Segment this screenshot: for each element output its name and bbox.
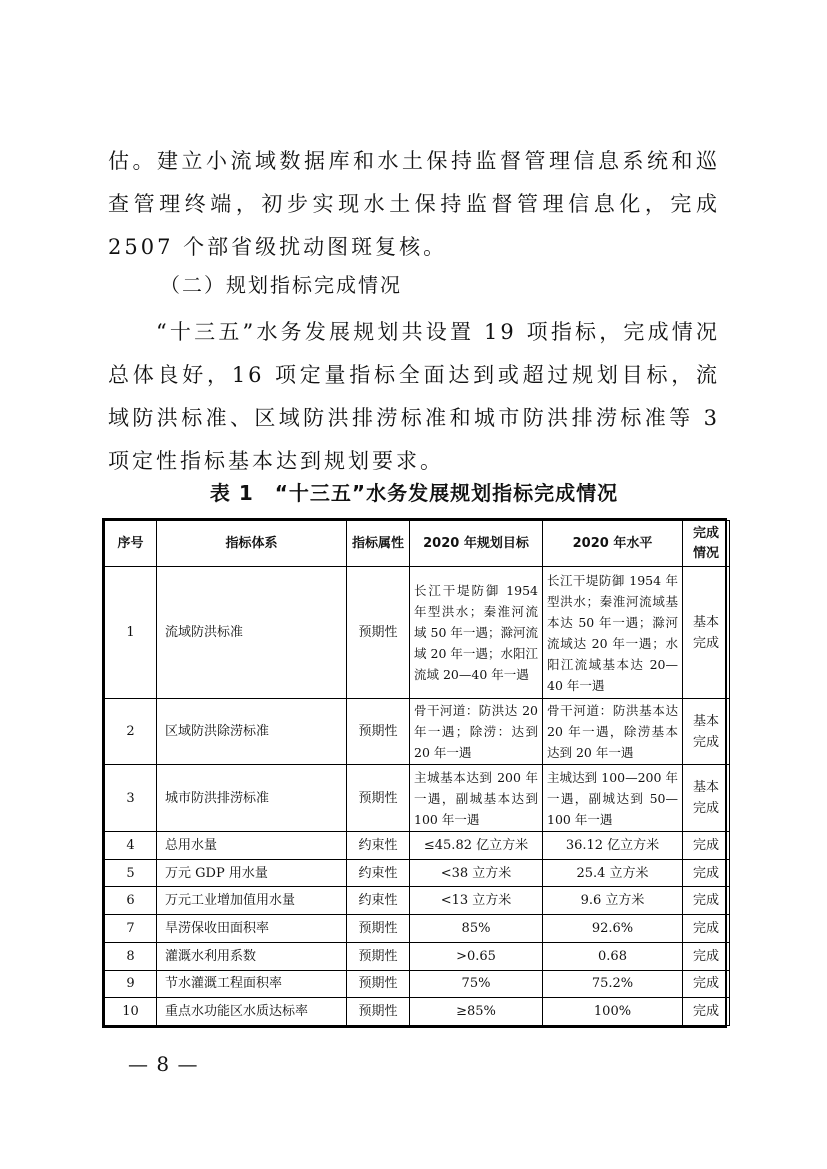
cell-target: ≤45.82 亿立方米 [410,832,543,860]
header-attribute: 指标属性 [347,521,410,567]
table-row [105,998,730,1026]
cell-status: 完成 [683,887,730,915]
table-row [105,699,730,765]
cell-level: 主城达到 100—200 年一遇，副城达到 50—100 年一遇 [543,765,683,832]
cell-attribute: 预期性 [347,970,410,998]
cell-attribute: 约束性 [347,832,410,860]
cell-level: 骨干河道：防洪基本达 20 年一遇，除涝基本达到 20 年一遇 [543,699,683,765]
cell-status: 基本完成 [683,765,730,832]
cell-status: 完成 [683,859,730,887]
cell-level: 92.6% [543,915,683,943]
cell-index: 7 [105,915,157,943]
cell-index: 5 [105,859,157,887]
cell-status: 基本完成 [683,567,730,699]
cell-target: 主城基本达到 200 年一遇，副城基本达到 100 年一遇 [410,765,543,832]
cell-target: <38 立方米 [410,859,543,887]
cell-indicator: 重点水功能区水质达标率 [157,998,347,1026]
table-row [105,859,730,887]
cell-attribute: 预期性 [347,699,410,765]
cell-attribute: 预期性 [347,915,410,943]
cell-indicator: 旱涝保收田面积率 [157,915,347,943]
cell-status: 基本完成 [683,699,730,765]
cell-status: 完成 [683,942,730,970]
table-caption: 表 1 “十三五”水务发展规划指标完成情况 [209,481,619,505]
cell-index: 4 [105,832,157,860]
cell-status: 完成 [683,970,730,998]
table-row [105,887,730,915]
cell-index: 10 [105,998,157,1026]
cell-status: 完成 [683,832,730,860]
cell-index: 9 [105,970,157,998]
table-row [105,915,730,943]
header-level: 2020 年水平 [543,521,683,567]
cell-target: ≥85% [410,998,543,1026]
cell-indicator: 节水灌溉工程面积率 [157,970,347,998]
cell-indicator: 区域防洪除涝标准 [157,699,347,765]
cell-index: 2 [105,699,157,765]
cell-target: >0.65 [410,942,543,970]
cell-target: <13 立方米 [410,887,543,915]
cell-attribute: 预期性 [347,998,410,1026]
table-header-row [105,521,730,567]
cell-indicator: 万元 GDP 用水量 [157,859,347,887]
cell-status: 完成 [683,998,730,1026]
header-target: 2020 年规划目标 [410,521,543,567]
body-paragraph-1: 估。建立小流域数据库和水土保持监督管理信息系统和巡查管理终端，初步实现水土保持监督管理信息化，完成 2507 个部省级扰动图斑复核。 [108,149,720,259]
cell-attribute: 约束性 [347,887,410,915]
page-number: — 8 — [128,1052,199,1076]
table-row [105,832,730,860]
cell-indicator: 城市防洪排涝标准 [157,765,347,832]
cell-indicator: 灌溉水利用系数 [157,942,347,970]
cell-level: 9.6 立方米 [543,887,683,915]
indicator-table [102,518,727,1028]
table-row [105,567,730,699]
table-row [105,765,730,832]
table-row [105,970,730,998]
cell-target: 75% [410,970,543,998]
cell-indicator: 总用水量 [157,832,347,860]
body-paragraph-2: “十三五”水务发展规划共设置 19 项指标，完成情况总体良好，16 项定量指标全面达到或超过规划目标，流域防洪标准、区域防洪排涝标准和城市防洪排涝标准等 3 项定性指标基本达到规划要求。 [108,320,720,473]
cell-level: 25.4 立方米 [543,859,683,887]
cell-indicator: 万元工业增加值用水量 [157,887,347,915]
header-index: 序号 [105,521,157,567]
cell-attribute: 预期性 [347,765,410,832]
cell-target: 骨干河道：防洪达 20 年一遇；除涝：达到 20 年一遇 [410,699,543,765]
header-status: 完成情况 [683,521,730,567]
cell-index: 6 [105,887,157,915]
header-indicator: 指标体系 [157,521,347,567]
cell-level: 75.2% [543,970,683,998]
cell-level: 长江干堤防御 1954 年型洪水；秦淮河流域基本达 50 年一遇；滁河流域达 20 年一遇；水阳江流域基本达 20—40 年一遇 [543,567,683,699]
cell-index: 3 [105,765,157,832]
cell-target: 长江干堤防御 1954 年型洪水；秦淮河流域 50 年一遇；滁河流域 20 年一遇；水阳江流域 20—40 年一遇 [410,567,543,699]
cell-index: 8 [105,942,157,970]
cell-target: 85% [410,915,543,943]
cell-attribute: 预期性 [347,567,410,699]
cell-level: 0.68 [543,942,683,970]
cell-indicator: 流域防洪标准 [157,567,347,699]
section-heading: （二）规划指标完成情况 [160,273,402,297]
cell-level: 36.12 亿立方米 [543,832,683,860]
cell-status: 完成 [683,915,730,943]
cell-attribute: 约束性 [347,859,410,887]
table-row [105,942,730,970]
cell-attribute: 预期性 [347,942,410,970]
cell-index: 1 [105,567,157,699]
cell-level: 100% [543,998,683,1026]
